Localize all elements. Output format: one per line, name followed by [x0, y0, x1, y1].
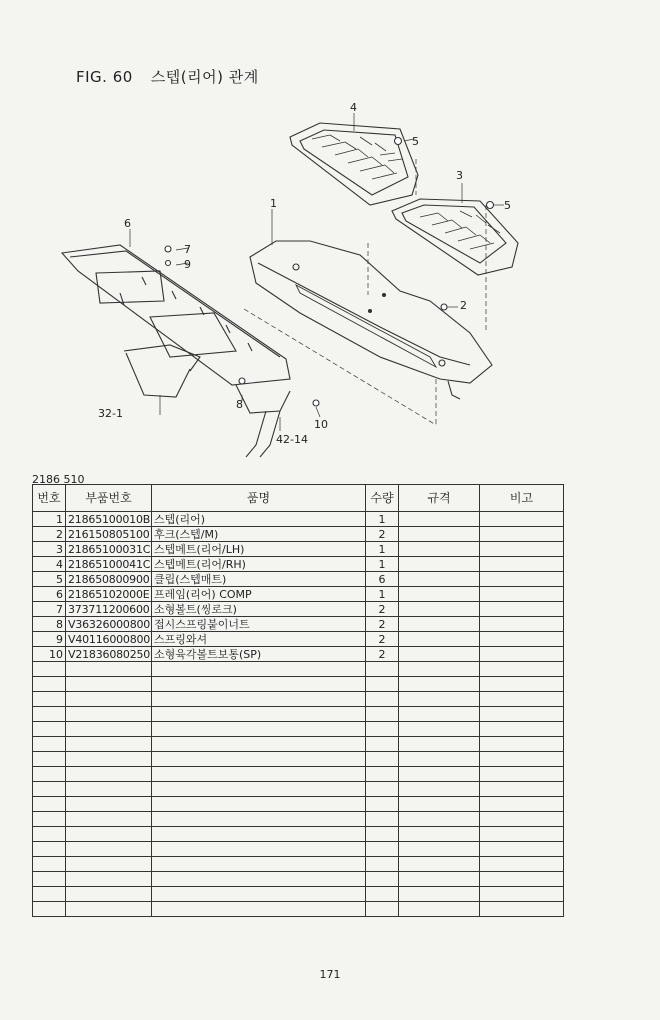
row-quantity	[366, 692, 399, 707]
row-part-number	[66, 827, 152, 842]
row-no	[33, 662, 66, 677]
row-spec	[399, 512, 480, 527]
row-part-number: 21865100010B	[66, 512, 152, 527]
step-mat-lh	[392, 199, 518, 275]
table-row	[33, 512, 564, 527]
row-note	[480, 632, 564, 647]
row-spec	[399, 842, 480, 857]
row-spec	[399, 647, 480, 662]
row-part-number: V21836080250	[66, 647, 152, 662]
row-part-name	[152, 722, 366, 737]
row-quantity	[366, 827, 399, 842]
table-row	[33, 707, 564, 722]
table-row	[33, 782, 564, 797]
step-mat-rh	[290, 123, 418, 205]
row-note	[480, 587, 564, 602]
callout-1: 1	[270, 197, 277, 210]
row-no	[33, 872, 66, 887]
row-note	[480, 767, 564, 782]
row-part-name: 스텝메트(리어/LH)	[152, 542, 366, 557]
row-quantity	[366, 662, 399, 677]
row-note	[480, 617, 564, 632]
row-no	[33, 842, 66, 857]
row-note	[480, 677, 564, 692]
row-part-name: 후크(스텝/M)	[152, 527, 366, 542]
row-quantity	[366, 812, 399, 827]
rear-step	[250, 241, 492, 399]
row-part-number: 21865100031C	[66, 542, 152, 557]
callout-32-1: 32-1	[98, 407, 123, 420]
row-spec	[399, 722, 480, 737]
row-quantity: 2	[366, 632, 399, 647]
row-part-name	[152, 842, 366, 857]
row-part-name: 클립(스텝매트)	[152, 572, 366, 587]
row-no: 10	[33, 647, 66, 662]
row-spec	[399, 542, 480, 557]
row-quantity: 2	[366, 617, 399, 632]
callout-2: 2	[460, 299, 467, 312]
row-no	[33, 707, 66, 722]
row-spec	[399, 557, 480, 572]
row-quantity	[366, 767, 399, 782]
row-quantity	[366, 902, 399, 917]
row-note	[480, 812, 564, 827]
row-part-number: 216150805100	[66, 527, 152, 542]
row-note	[480, 707, 564, 722]
parts-table-body	[33, 512, 564, 917]
row-part-name: 스텝(리어)	[152, 512, 366, 527]
callout-5b: 5	[504, 199, 511, 212]
row-spec	[399, 872, 480, 887]
row-part-number: 218650800900	[66, 572, 152, 587]
row-part-name: 프레임(리어) COMP	[152, 587, 366, 602]
row-no	[33, 887, 66, 902]
row-spec	[399, 902, 480, 917]
row-no	[33, 677, 66, 692]
row-quantity	[366, 707, 399, 722]
callout-5a: 5	[412, 135, 419, 148]
row-part-name	[152, 767, 366, 782]
row-note	[480, 752, 564, 767]
row-no: 9	[33, 632, 66, 647]
row-quantity: 1	[366, 557, 399, 572]
callout-4: 4	[350, 101, 357, 114]
row-no	[33, 782, 66, 797]
table-header-row	[33, 485, 564, 512]
diagram-svg	[0, 95, 660, 465]
row-part-name: 소형볼트(씽로크)	[152, 602, 366, 617]
exploded-diagram	[0, 95, 660, 465]
row-spec	[399, 632, 480, 647]
row-part-number	[66, 767, 152, 782]
row-no	[33, 737, 66, 752]
page-number: 171	[319, 968, 341, 981]
row-no	[33, 902, 66, 917]
header-spec: 규격	[399, 485, 480, 512]
table-row	[33, 857, 564, 872]
row-note	[480, 527, 564, 542]
table-row	[33, 842, 564, 857]
table-row	[33, 662, 564, 677]
row-no: 4	[33, 557, 66, 572]
row-no	[33, 767, 66, 782]
row-quantity	[366, 842, 399, 857]
row-note	[480, 737, 564, 752]
table-row	[33, 902, 564, 917]
table-row	[33, 812, 564, 827]
row-spec	[399, 527, 480, 542]
row-note	[480, 827, 564, 842]
row-quantity	[366, 857, 399, 872]
row-spec	[399, 827, 480, 842]
row-quantity: 1	[366, 542, 399, 557]
row-note	[480, 662, 564, 677]
row-quantity	[366, 677, 399, 692]
figure-title: 스텝(리어) 관계	[150, 68, 259, 86]
row-part-name	[152, 812, 366, 827]
row-part-name	[152, 737, 366, 752]
row-part-name	[152, 902, 366, 917]
row-spec	[399, 782, 480, 797]
row-quantity: 6	[366, 572, 399, 587]
table-row	[33, 827, 564, 842]
row-part-number	[66, 707, 152, 722]
row-spec	[399, 572, 480, 587]
page-title	[76, 66, 259, 87]
row-part-name	[152, 707, 366, 722]
table-row	[33, 797, 564, 812]
callout-3: 3	[456, 169, 463, 182]
row-spec	[399, 797, 480, 812]
row-part-name	[152, 872, 366, 887]
row-no	[33, 692, 66, 707]
row-part-number: V40116000800	[66, 632, 152, 647]
row-note	[480, 512, 564, 527]
row-no: 5	[33, 572, 66, 587]
header-no: 번호	[33, 485, 66, 512]
table-row	[33, 752, 564, 767]
row-note	[480, 782, 564, 797]
row-note	[480, 572, 564, 587]
table-row	[33, 542, 564, 557]
row-part-name: 소형육각볼트보통(SP)	[152, 647, 366, 662]
row-note	[480, 872, 564, 887]
row-part-number	[66, 662, 152, 677]
row-no	[33, 722, 66, 737]
row-no	[33, 827, 66, 842]
row-part-number: 21865102000E	[66, 587, 152, 602]
row-quantity: 2	[366, 527, 399, 542]
table-row	[33, 872, 564, 887]
table-row	[33, 647, 564, 662]
row-part-number: 21865100041C	[66, 557, 152, 572]
row-part-name: 접시스프링붙이너트	[152, 617, 366, 632]
row-part-number	[66, 902, 152, 917]
row-part-number	[66, 872, 152, 887]
row-spec	[399, 602, 480, 617]
row-quantity	[366, 752, 399, 767]
row-spec	[399, 617, 480, 632]
row-part-name	[152, 887, 366, 902]
row-part-number: 373711200600	[66, 602, 152, 617]
row-quantity: 1	[366, 587, 399, 602]
header-part-number: 부품번호	[66, 485, 152, 512]
row-quantity	[366, 782, 399, 797]
row-note	[480, 797, 564, 812]
row-no	[33, 797, 66, 812]
table-row	[33, 767, 564, 782]
row-no: 1	[33, 512, 66, 527]
row-no: 7	[33, 602, 66, 617]
table-row	[33, 557, 564, 572]
row-part-number	[66, 797, 152, 812]
row-part-name: 스텝메트(리어/RH)	[152, 557, 366, 572]
callout-10: 10	[314, 418, 328, 431]
row-part-name	[152, 797, 366, 812]
row-quantity	[366, 887, 399, 902]
row-note	[480, 692, 564, 707]
row-spec	[399, 767, 480, 782]
row-note	[480, 887, 564, 902]
row-spec	[399, 752, 480, 767]
row-part-name	[152, 752, 366, 767]
row-part-number	[66, 722, 152, 737]
row-part-name	[152, 692, 366, 707]
row-part-number	[66, 842, 152, 857]
row-spec	[399, 812, 480, 827]
row-part-number: V36326000800	[66, 617, 152, 632]
row-part-name	[152, 782, 366, 797]
table-row	[33, 617, 564, 632]
row-part-number	[66, 887, 152, 902]
row-part-name	[152, 827, 366, 842]
row-quantity: 2	[366, 602, 399, 617]
assembly-code: 2186 510	[32, 473, 85, 486]
row-part-name	[152, 662, 366, 677]
callout-42-14: 42-14	[276, 433, 308, 446]
row-note	[480, 602, 564, 617]
row-quantity: 2	[366, 647, 399, 662]
row-spec	[399, 887, 480, 902]
callout-7: 7	[184, 243, 191, 256]
table-row	[33, 572, 564, 587]
callout-6: 6	[124, 217, 131, 230]
row-spec	[399, 587, 480, 602]
header-quantity: 수량	[366, 485, 399, 512]
rear-frame	[62, 245, 290, 457]
row-spec	[399, 857, 480, 872]
parts-table	[32, 484, 564, 917]
row-part-name: 스프링와셔	[152, 632, 366, 647]
row-note	[480, 857, 564, 872]
table-row	[33, 677, 564, 692]
figure-number: FIG. 60	[76, 68, 133, 86]
table-row	[33, 587, 564, 602]
callout-9: 9	[184, 258, 191, 271]
row-no: 8	[33, 617, 66, 632]
row-no: 6	[33, 587, 66, 602]
row-quantity	[366, 722, 399, 737]
row-no	[33, 752, 66, 767]
row-part-number	[66, 692, 152, 707]
row-spec	[399, 737, 480, 752]
row-note	[480, 647, 564, 662]
row-quantity	[366, 797, 399, 812]
header-note: 비고	[480, 485, 564, 512]
row-note	[480, 542, 564, 557]
table-row	[33, 632, 564, 647]
row-no: 3	[33, 542, 66, 557]
table-row	[33, 602, 564, 617]
row-part-number	[66, 857, 152, 872]
table-row	[33, 692, 564, 707]
header-part-name: 품명	[152, 485, 366, 512]
row-spec	[399, 662, 480, 677]
row-no	[33, 857, 66, 872]
table-row	[33, 887, 564, 902]
callout-8: 8	[236, 398, 243, 411]
row-part-number	[66, 752, 152, 767]
table-row	[33, 527, 564, 542]
row-note	[480, 902, 564, 917]
row-part-name	[152, 677, 366, 692]
table-row	[33, 737, 564, 752]
row-note	[480, 722, 564, 737]
row-quantity	[366, 872, 399, 887]
row-no	[33, 812, 66, 827]
row-part-number	[66, 737, 152, 752]
row-spec	[399, 707, 480, 722]
row-part-number	[66, 782, 152, 797]
row-quantity: 1	[366, 512, 399, 527]
row-spec	[399, 677, 480, 692]
row-note	[480, 842, 564, 857]
row-quantity	[366, 737, 399, 752]
row-spec	[399, 692, 480, 707]
row-part-number	[66, 677, 152, 692]
row-note	[480, 557, 564, 572]
row-part-number	[66, 812, 152, 827]
row-no: 2	[33, 527, 66, 542]
row-part-name	[152, 857, 366, 872]
table-row	[33, 722, 564, 737]
